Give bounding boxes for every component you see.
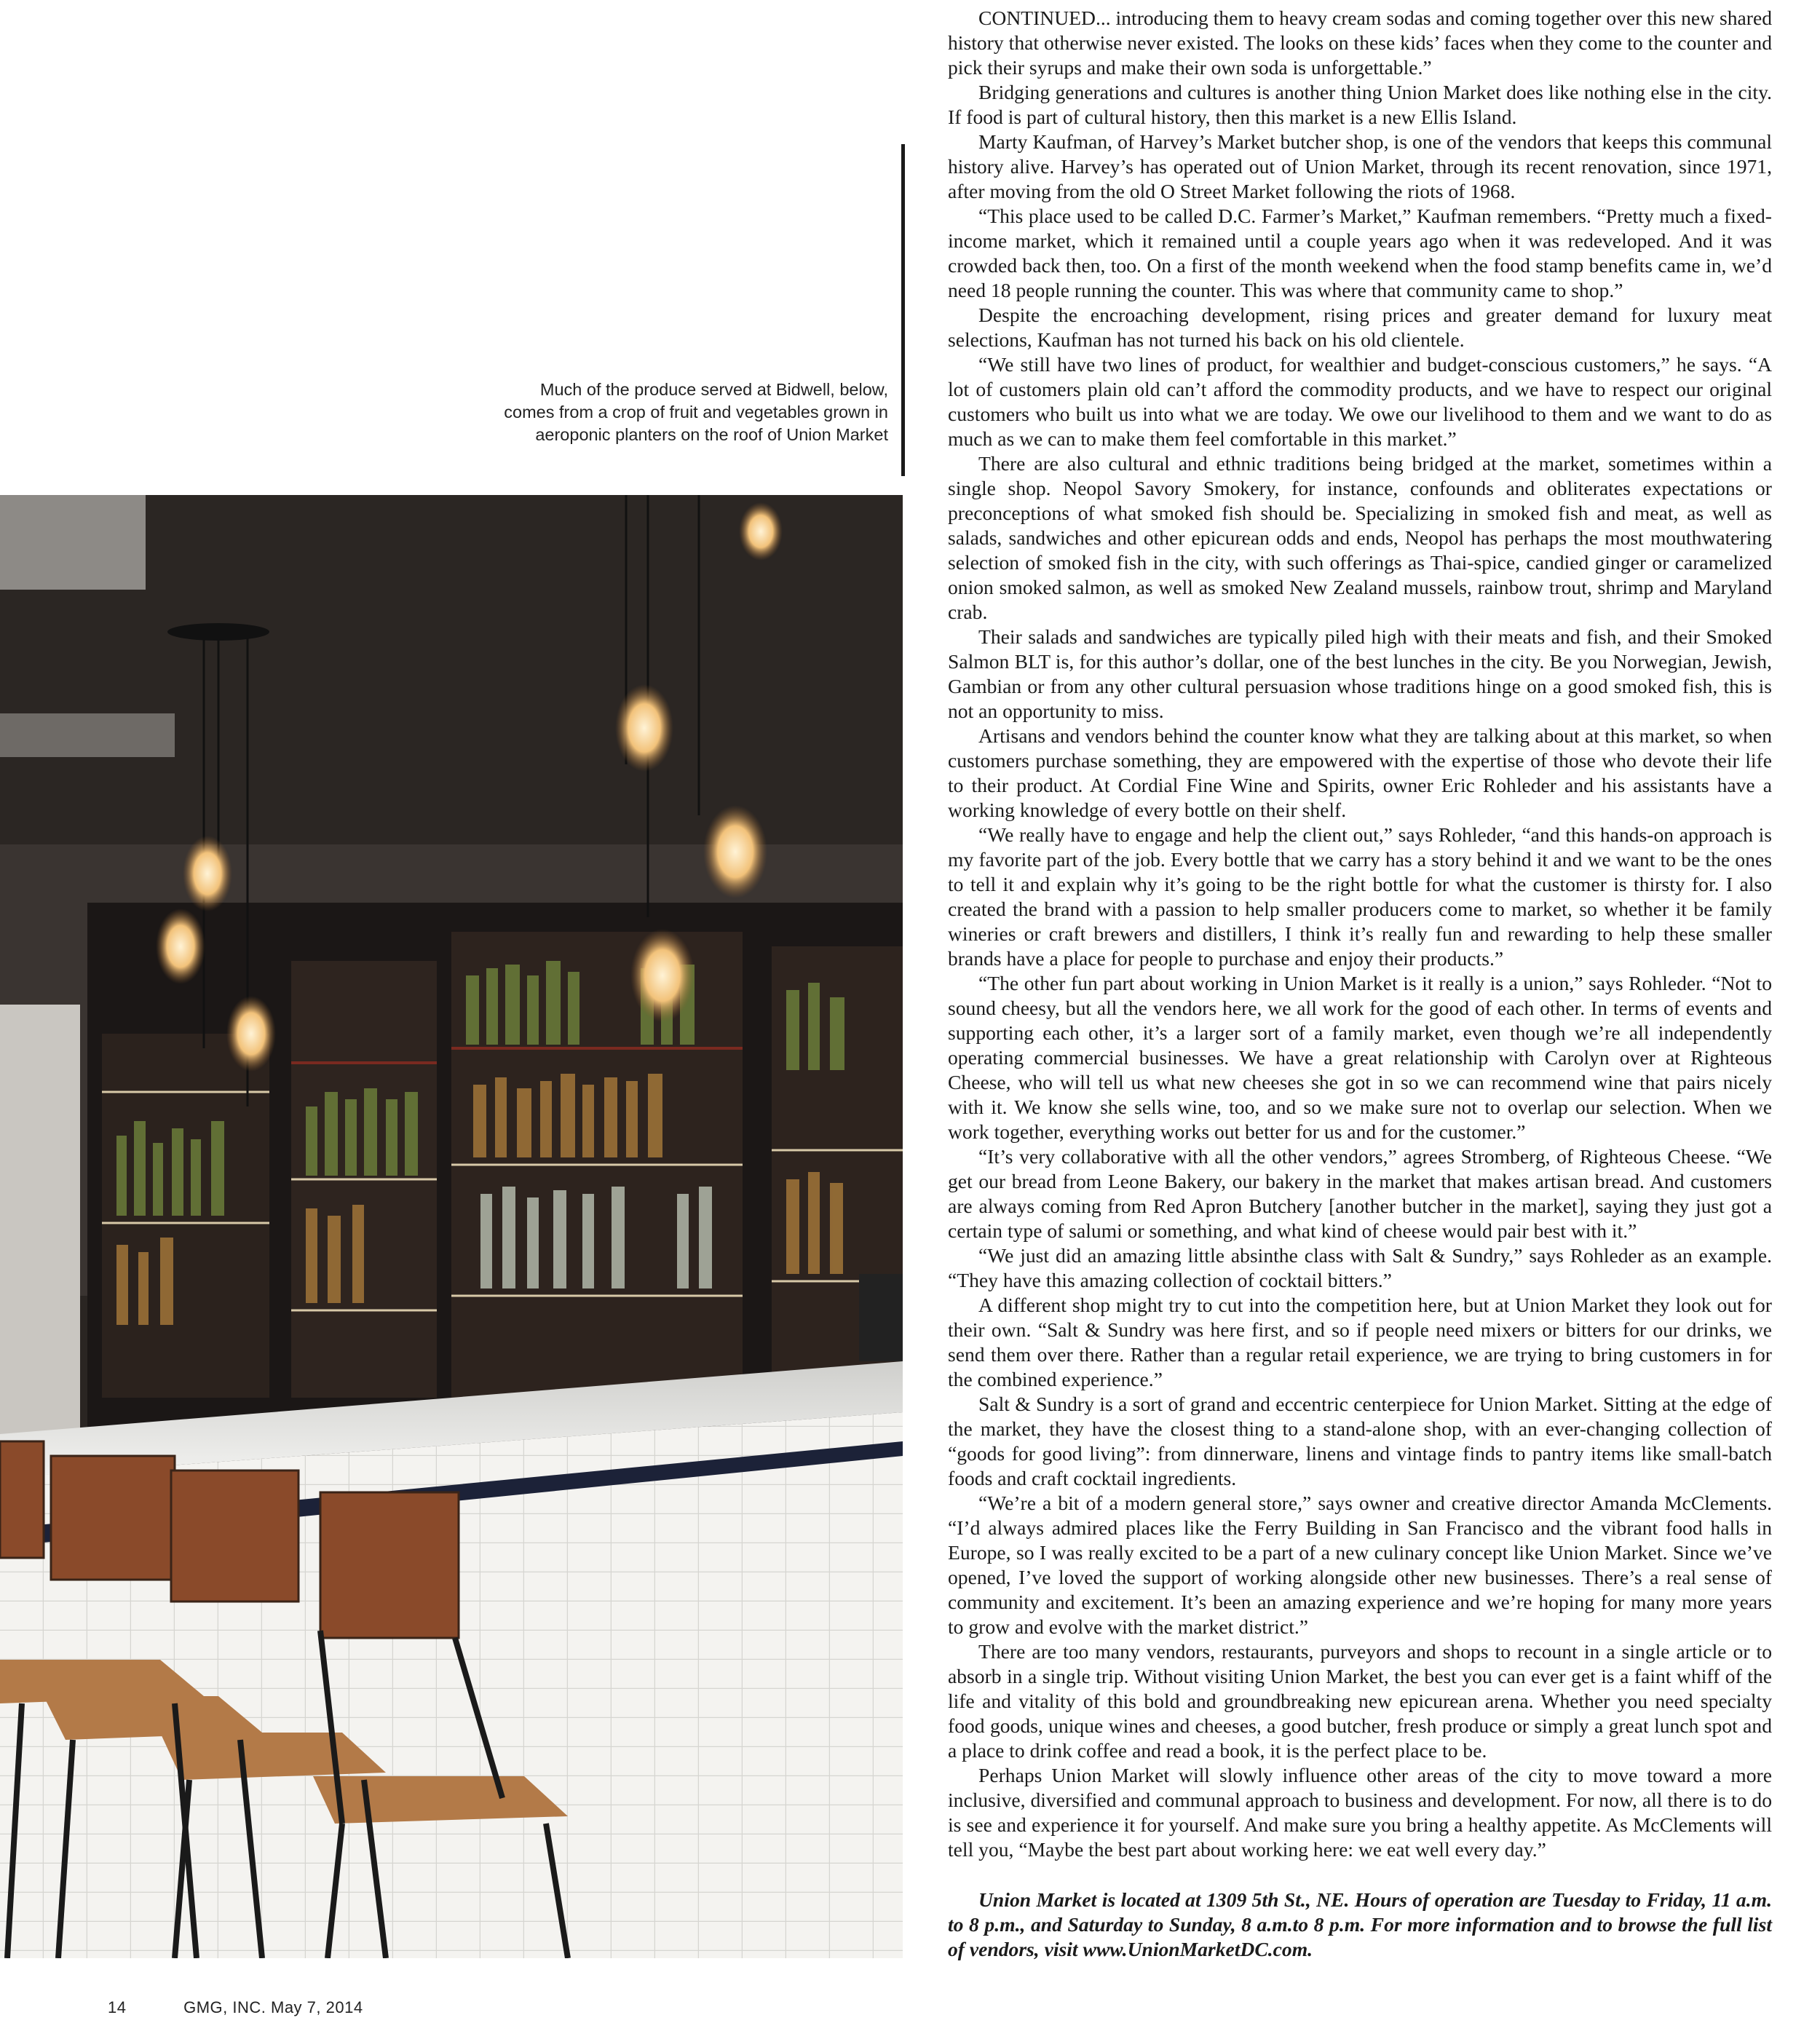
page-footer (108, 1998, 363, 2017)
article-paragraph: Despite the encroaching development, rising prices and greater demand for luxury meat selections, Kaufman has not turned his back on his old clientele. (948, 304, 1772, 351)
article-paragraph: There are also cultural and ethnic traditions being bridged at the market, sometimes within a single shop. Neopol Savory Smokery, for instance, confounds and obliterates expectations or preconceptions of what smoked fish should be. Specializing in smoked fish and meat, as well as salads, sandwiches and other epicurean odds and ends, Neopol has perhaps the most mouthwatering selection of smoked fish in the city, with such offerings as Thai-spice, candied ginger or caramelized onion smoked salmon, as well as smoked New Zealand mussels, rainbow trout, shrimp and Maryland crab. (948, 452, 1772, 623)
article-paragraph: “We just did an amazing little absinthe class with Salt & Sundry,” says Rohleder as an example. “They have this amazing collection of cocktail bitters.” (948, 1244, 1772, 1291)
article-paragraph: Salt & Sundry is a sort of grand and eccentric centerpiece for Union Market. Sitting at the edge of the market, they have the closest thing to a stand-alone shop, with an ever-changing collection of “goods for good living”: from dinnerware, linens and vintage finds to pantry items like small-batch foods and craft cocktail ingredients. (948, 1393, 1772, 1489)
article-body (948, 6, 1772, 1862)
photo-caption: Much of the produce served at Bidwell, below, comes from a crop of fruit and vegetables grown in aeroponic planters on the roof of Union Market (504, 380, 888, 444)
article-paragraph: Perhaps Union Market will slowly influence other areas of the city to move toward a more inclusive, diversified and communal approach to business and development. For now, all there is to do is see and experience it for yourself. And make sure you bring a healthy appetite. As McClements will tell you, “Maybe the best part about working here: we eat well every day.” (948, 1764, 1772, 1861)
closing-note: Union Market is located at 1309 5th St., NE. Hours of operation are Tuesday to Friday, 11 a.m. to 8 p.m., and Saturday to Sunday, 8 a.m.to 8 p.m. For more information and to browse the full list of vendors, visit www.UnionMarketDC.com. (948, 1888, 1772, 1960)
article-paragraph: A different shop might try to cut into the competition here, but at Union Market they look out for their own. “Salt & Sundry was here first, and so if people need mixers or bitters for our drinks, we send them over there. Rather than a regular retail experience, we are trying to bring customers in for the combined experience.” (948, 1294, 1772, 1390)
article-paragraph: There are too many vendors, restaurants, purveyors and shops to recount in a single article or to absorb in a single trip. Without visiting Union Market, the best you can ever get is a faint whiff of the life and vitality of this bold and groundbreaking new epicurean arena. Whether you need specialty food goods, unique wines and cheeses, a good butcher, fresh produce or simply a great lunch spot and a place to drink coffee and read a book, it is the perfect place to be. (948, 1640, 1772, 1762)
page-number: 14 (108, 1998, 127, 2016)
publication-line: GMG, INC. May 7, 2014 (183, 1998, 363, 2016)
article-paragraph: “It’s very collaborative with all the other vendors,” agrees Stromberg, of Righteous Cheese. “We get our bread from Leone Bakery, our bakery in the market that makes artisan bread. And customers are always coming from Red Apron Butchery [another butcher in the market], saying they just got a certain type of salumi or something, and what kind of cheese would pair best with it.” (948, 1145, 1772, 1242)
bar-photo (0, 495, 903, 1958)
article-paragraph: “This place used to be called D.C. Farmer’s Market,” Kaufman remembers. “Pretty much a fixed-income market, which it remained until a couple years ago when it was redeveloped. And it was crowded back then, too. On a first of the month weekend when the food stamp benefits came in, we’d need 18 people running the counter. This was where that community came to shop.” (948, 205, 1772, 301)
article-paragraph: Artisans and vendors behind the counter know what they are talking about at this market, so when customers purchase something, they are empowered with the expertise of those who devote their life to their product. At Cordial Fine Wine and Spirits, owner Eric Rohleder and his assistants have a working knowledge of every bottle on their shelf. (948, 724, 1772, 821)
article-paragraph: “We’re a bit of a modern general store,” says owner and creative director Amanda McClements. “I’d always admired places like the Ferry Building in San Francisco and the vibrant food halls in Europe, so I was really excited to be a part of a new culinary concept like Union Market. Since we’ve opened, I’ve loved the support of working alongside other new businesses. There’s a real sense of community and excitement. It’s been an amazing experience and we’re hoping for many more years to grow and evolve with the market district.” (948, 1492, 1772, 1638)
article-paragraph: Bridging generations and cultures is another thing Union Market does like nothing else in the city. If food is part of cultural history, then this market is a new Ellis Island. (948, 81, 1772, 128)
article-paragraph: “We still have two lines of product, for wealthier and budget-conscious customers,” he says. “A lot of customers plain old can’t afford the commodity products, and we have to respect our original customers who built us into what we are today. We owe our livelihood to them and we want to do as much as we can to make them feel comfortable in this market.” (948, 353, 1772, 450)
article-paragraph: Marty Kaufman, of Harvey’s Market butcher shop, is one of the vendors that keeps this communal history alive. Harvey’s has operated out of Union Market, through its recent renovation, since 1971, after moving from the old O Street Market following the riots of 1968. (948, 130, 1772, 202)
article-paragraph: CONTINUED... introducing them to heavy cream sodas and coming together over this new shared history that otherwise never existed. The looks on these kids’ faces when they come to the counter and pick their syrups and make their own soda is unforgettable.” (948, 7, 1772, 79)
article-paragraph: Their salads and sandwiches are typically piled high with their meats and fish, and their Smoked Salmon BLT is, for this author’s dollar, one of the best lunches in the city. Be you Norwegian, Jewish, Gambian or from any other cultural persuasion whose traditions hinge on a good smoked fish, this is not an opportunity to miss. (948, 625, 1772, 722)
article-paragraph: “We really have to engage and help the client out,” says Rohleder, “and this hands-on approach is my favorite part of the job. Every bottle that we carry has a story behind it and we want to be the ones to tell it and explain why it’s going to be the right bottle for what the customer is thirsty for. I also created the brand with a passion to help smaller producers come to market, so whether it be family wineries or craft brewers and distillers, I think it’s really fun and rewarding to help these smaller brands have a place for people to purchase and enjoy their products.” (948, 823, 1772, 970)
article-paragraph: “The other fun part about working in Union Market is it really is a union,” says Rohleder. “Not to sound cheesy, but all the vendors here, we all work for the good of each other. In terms of events and supporting each other, it’s a larger sort of a family market, even though we’re all independently operating commercial businesses. We have a great relationship with Carolyn over at Righteous Cheese, who will tell us what new cheeses she got in so we can recommend wine that pairs nicely with it. We know she sells wine, too, and so we make sure not to overlap our selection. When we work together, everything works out better for us and for the customer.” (948, 972, 1772, 1143)
caption-divider-rule (901, 144, 905, 476)
